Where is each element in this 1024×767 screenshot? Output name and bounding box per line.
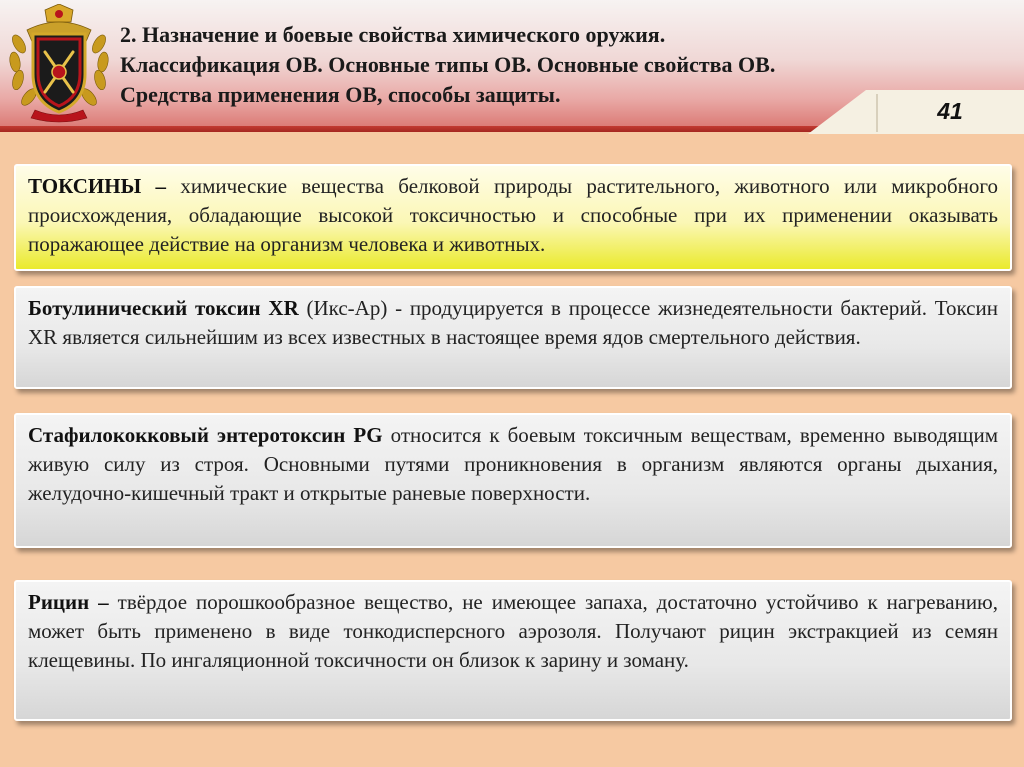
staphylococcal-enterotoxin-box (14, 413, 1012, 548)
title-line-2: Классификация ОВ. Основные типы ОВ. Основные свойства ОВ. (120, 52, 776, 77)
title-line-3: Средства применения ОВ, способы защиты. (120, 82, 561, 107)
ricin-box (14, 580, 1012, 721)
slide-title (120, 20, 880, 110)
block-term: Ботулинический токсин XR (28, 296, 299, 320)
block-text: относится к боевым токсичным веществам, временно выводящим живую силу из строя. Основными путями проникновения в организм являются органы дыхания, желудочно-кишечный тракт и открытые раневые поверхности. (28, 423, 998, 505)
botulinum-toxin-box (14, 286, 1012, 389)
title-line-1: 2. Назначение и боевые свойства химического оружия. (120, 22, 666, 47)
block-text: твёрдое порошкообразное вещество, не имеющее запаха, достаточно устойчиво к нагреванию, может быть применено в виде тонкодисперсного аэрозоля. Получают рицин экстракцией из семян клещевины. По ингаляционной токсичности он близок к зарину и зоману. (28, 590, 998, 672)
block-term: Рицин – (28, 590, 109, 614)
military-emblem-icon (5, 4, 113, 124)
page-tab-divider (876, 94, 878, 132)
block-text: химические вещества белковой природы растительного, животного или микробного происхождения, обладающие высокой токсичностью и способные при их применении оказывать поражающее действие на организм человека и животных. (28, 174, 998, 256)
page-number: 41 (937, 98, 963, 124)
block-text: (Икс-Ар) - продуцируется в процессе жизнедеятельности бактерий. Токсин XR является сильнейшим из всех известных в настоящее время ядов смертельного действия. (28, 296, 998, 349)
toxins-definition-box (14, 164, 1012, 271)
block-term: ТОКСИНЫ – (28, 174, 167, 198)
block-term: Стафилококковый энтеротоксин PG (28, 423, 383, 447)
